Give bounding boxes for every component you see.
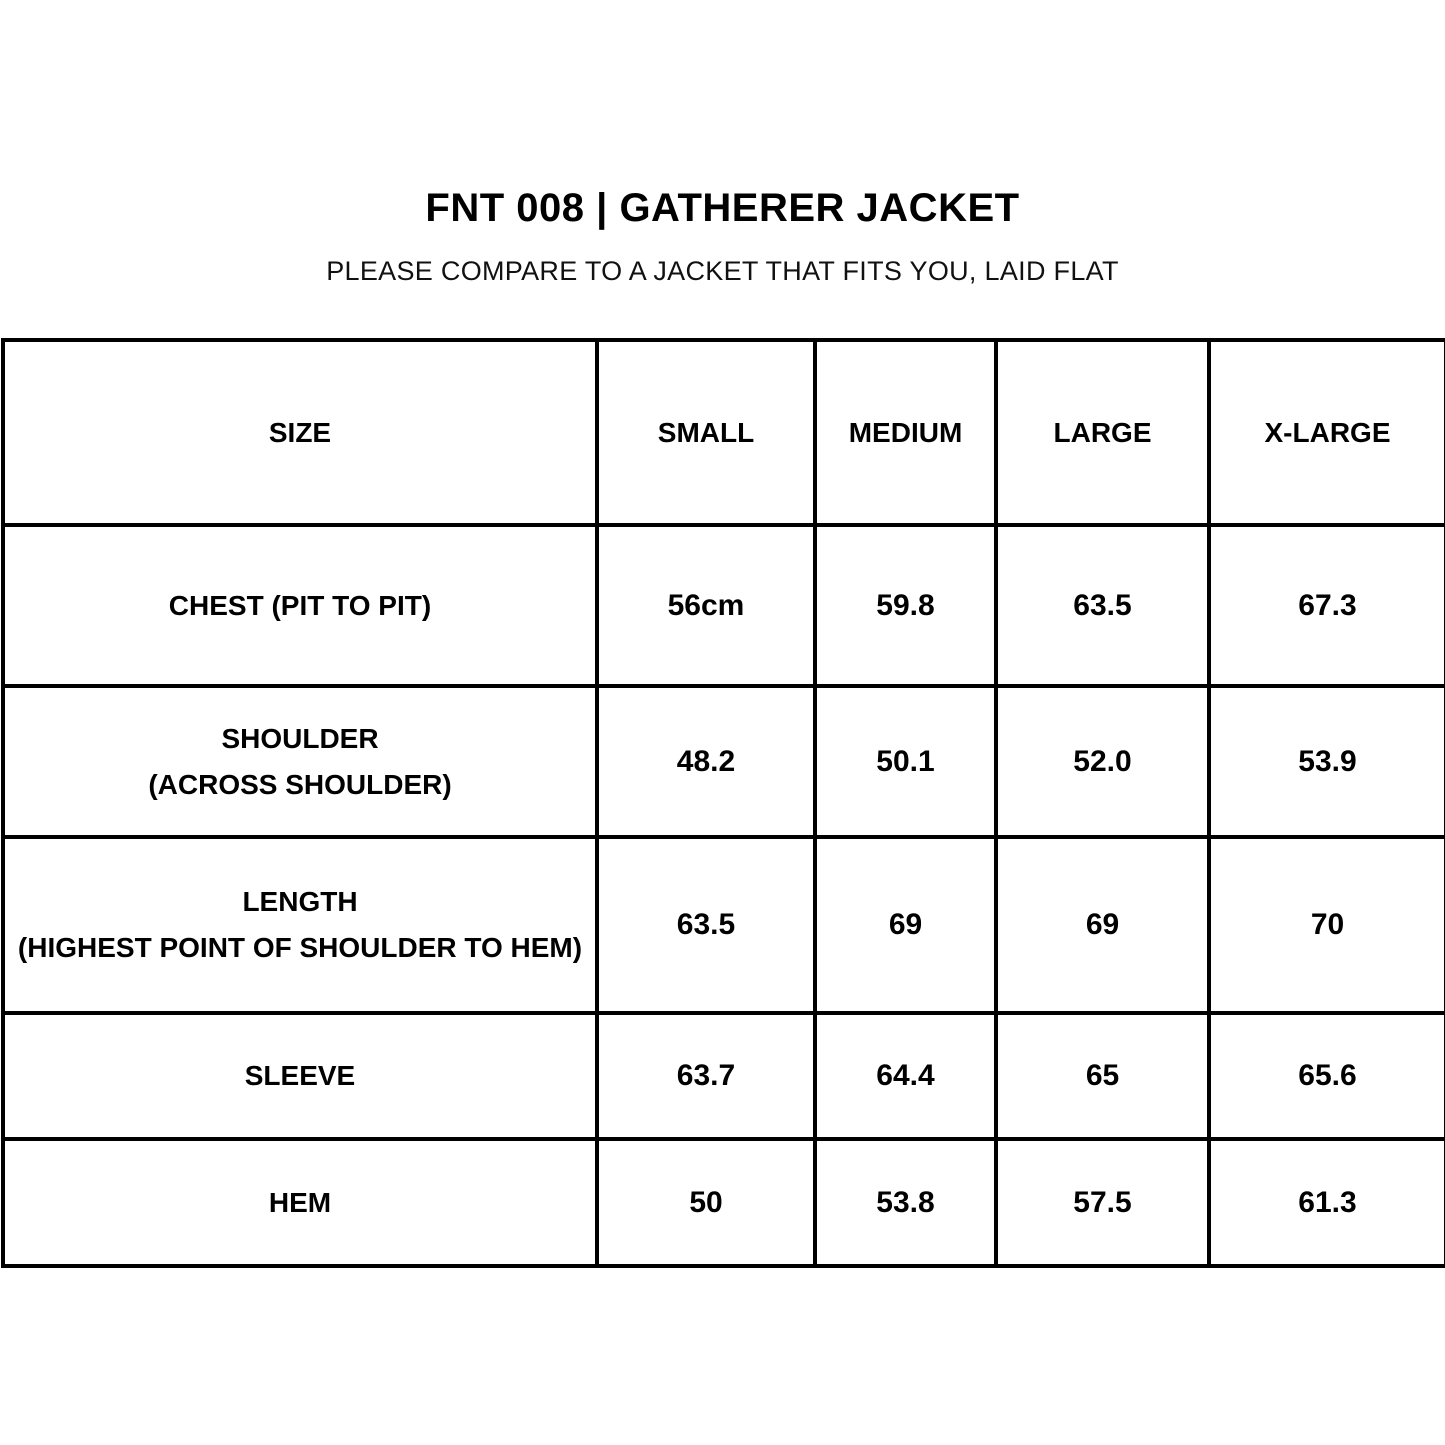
table-cell: 63.5 [597,837,815,1013]
table-row-length [3,837,1445,1013]
table-row-shoulder [3,686,1445,837]
table-cell: 59.8 [815,525,996,686]
table-cell: 64.4 [815,1013,996,1139]
row-label-hem-line1: HEM [268,1186,332,1218]
table-cell: 52.0 [996,686,1209,837]
table-row-hem [3,1139,1445,1266]
row-label-shoulder [3,686,597,837]
column-header-small: SMALL [597,340,815,525]
table-cell: 69 [996,837,1209,1013]
table-cell: 53.9 [1209,686,1445,837]
row-label-shoulder-line1: SHOULDER [221,722,379,754]
column-header-large: LARGE [996,340,1209,525]
row-label-length-line2: (HIGHEST POINT OF SHOULDER TO HEM) [17,932,583,963]
table-cell: 67.3 [1209,525,1445,686]
column-header-medium: MEDIUM [815,340,996,525]
row-label-length-line1: LENGTH [242,886,358,917]
table-cell: 50.1 [815,686,996,837]
table-row-chest [3,525,1445,686]
row-label-sleeve-line1: SLEEVE [244,1060,356,1091]
row-label-shoulder-line2: (ACROSS SHOULDER) [148,768,452,800]
table-cell: 61.3 [1209,1139,1445,1266]
table-cell: 65.6 [1209,1013,1445,1139]
row-label-hem [3,1139,597,1266]
table-cell: 48.2 [597,686,815,837]
page-title: FNT 008 | GATHERER JACKET [425,186,1020,230]
row-label-chest-line1: CHEST (PIT TO PIT) [168,589,432,621]
size-chart-table [1,338,1445,1268]
page-subtitle: PLEASE COMPARE TO A JACKET THAT FITS YOU, LAID FLAT [326,256,1119,286]
table-cell: 63.5 [996,525,1209,686]
column-header-x-large: X-LARGE [1209,340,1445,525]
table-cell: 63.7 [597,1013,815,1139]
table-cell: 65 [996,1013,1209,1139]
table-cell: 70 [1209,837,1445,1013]
row-label-chest [3,525,597,686]
column-header-size: SIZE [3,340,597,525]
table-cell: 57.5 [996,1139,1209,1266]
table-cell: 56cm [597,525,815,686]
table-cell: 50 [597,1139,815,1266]
table-cell: 53.8 [815,1139,996,1266]
row-label-sleeve [3,1013,597,1139]
table-header-row [3,340,1445,525]
table-row-sleeve [3,1013,1445,1139]
table-cell: 69 [815,837,996,1013]
row-label-length [3,837,597,1013]
